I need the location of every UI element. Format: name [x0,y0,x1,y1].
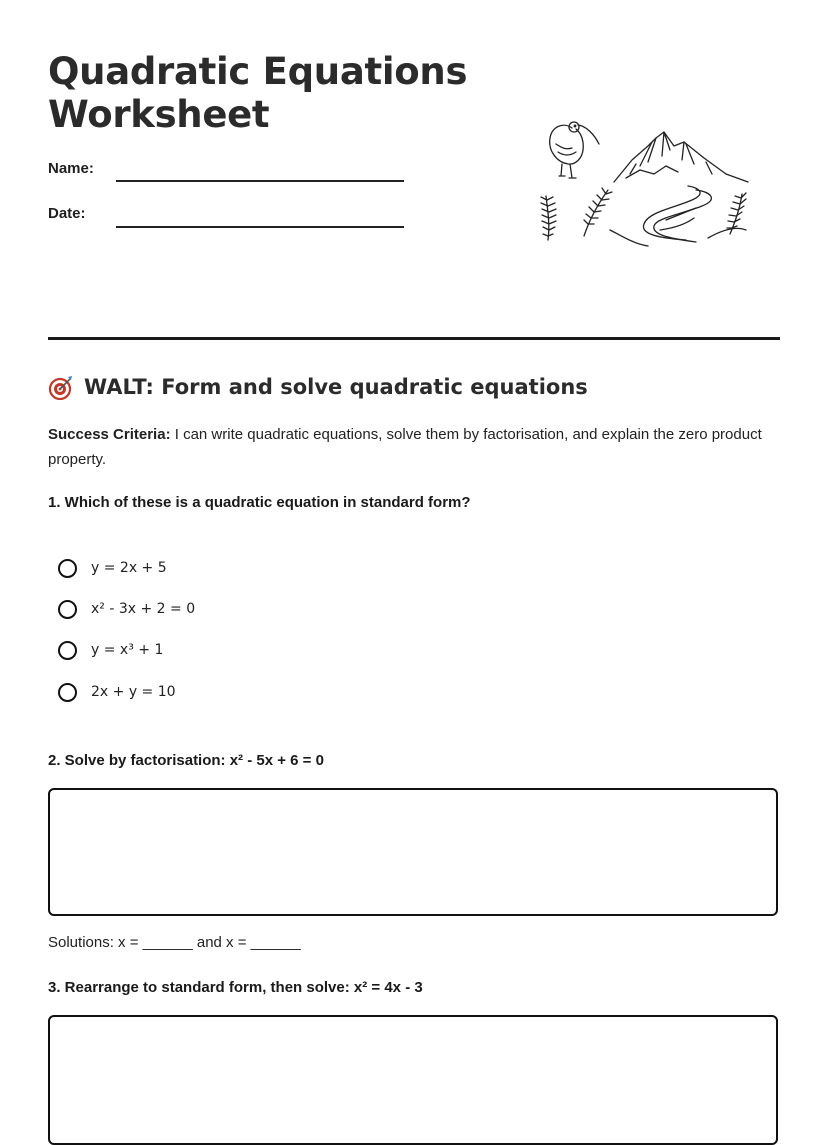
option-4[interactable] [58,680,176,704]
walt-heading [48,374,588,400]
fern-left-icon [541,196,556,240]
name-field[interactable] [116,180,404,182]
kiwi-bird-icon [550,122,599,178]
river-icon [610,186,746,246]
success-criteria-text: I can write quadratic equations, solve them by factorisation, and explain the zero product property. [48,426,762,468]
target-icon [48,374,74,400]
option-1[interactable] [58,556,167,580]
radio-button[interactable] [58,600,77,619]
success-criteria [48,422,780,472]
option-label: y = 2x + 5 [91,560,167,576]
name-label: Name: [48,160,94,177]
option-label: y = x³ + 1 [91,642,164,658]
fern-middle-icon [584,188,612,236]
option-2[interactable] [58,597,195,621]
date-label: Date: [48,205,86,222]
worksheet-title: Quadratic Equations Worksheet [48,50,468,136]
mountains-icon [614,132,748,182]
question-1-prompt: 1. Which of these is a quadratic equation in standard form? [48,494,471,511]
radio-button[interactable] [58,683,77,702]
question-3-answer-box[interactable] [48,1015,778,1145]
walt-text: WALT: Form and solve quadratic equations [84,375,588,399]
question-3-prompt: 3. Rearrange to standard form, then solve: x² = 4x - 3 [48,979,423,996]
question-2-prompt: 2. Solve by factorisation: x² - 5x + 6 = 0 [48,752,324,769]
section-divider [48,337,780,340]
success-criteria-label: Success Criteria: [48,426,171,443]
radio-button[interactable] [58,641,77,660]
question-2-answer-box[interactable] [48,788,778,916]
kiwi-landscape-illustration [536,112,756,257]
date-field[interactable] [116,226,404,228]
option-label: 2x + y = 10 [91,684,176,700]
question-2-solutions: Solutions: x = ______ and x = ______ [48,934,301,951]
radio-button[interactable] [58,559,77,578]
option-label: x² - 3x + 2 = 0 [91,601,196,617]
option-3[interactable] [58,638,163,662]
